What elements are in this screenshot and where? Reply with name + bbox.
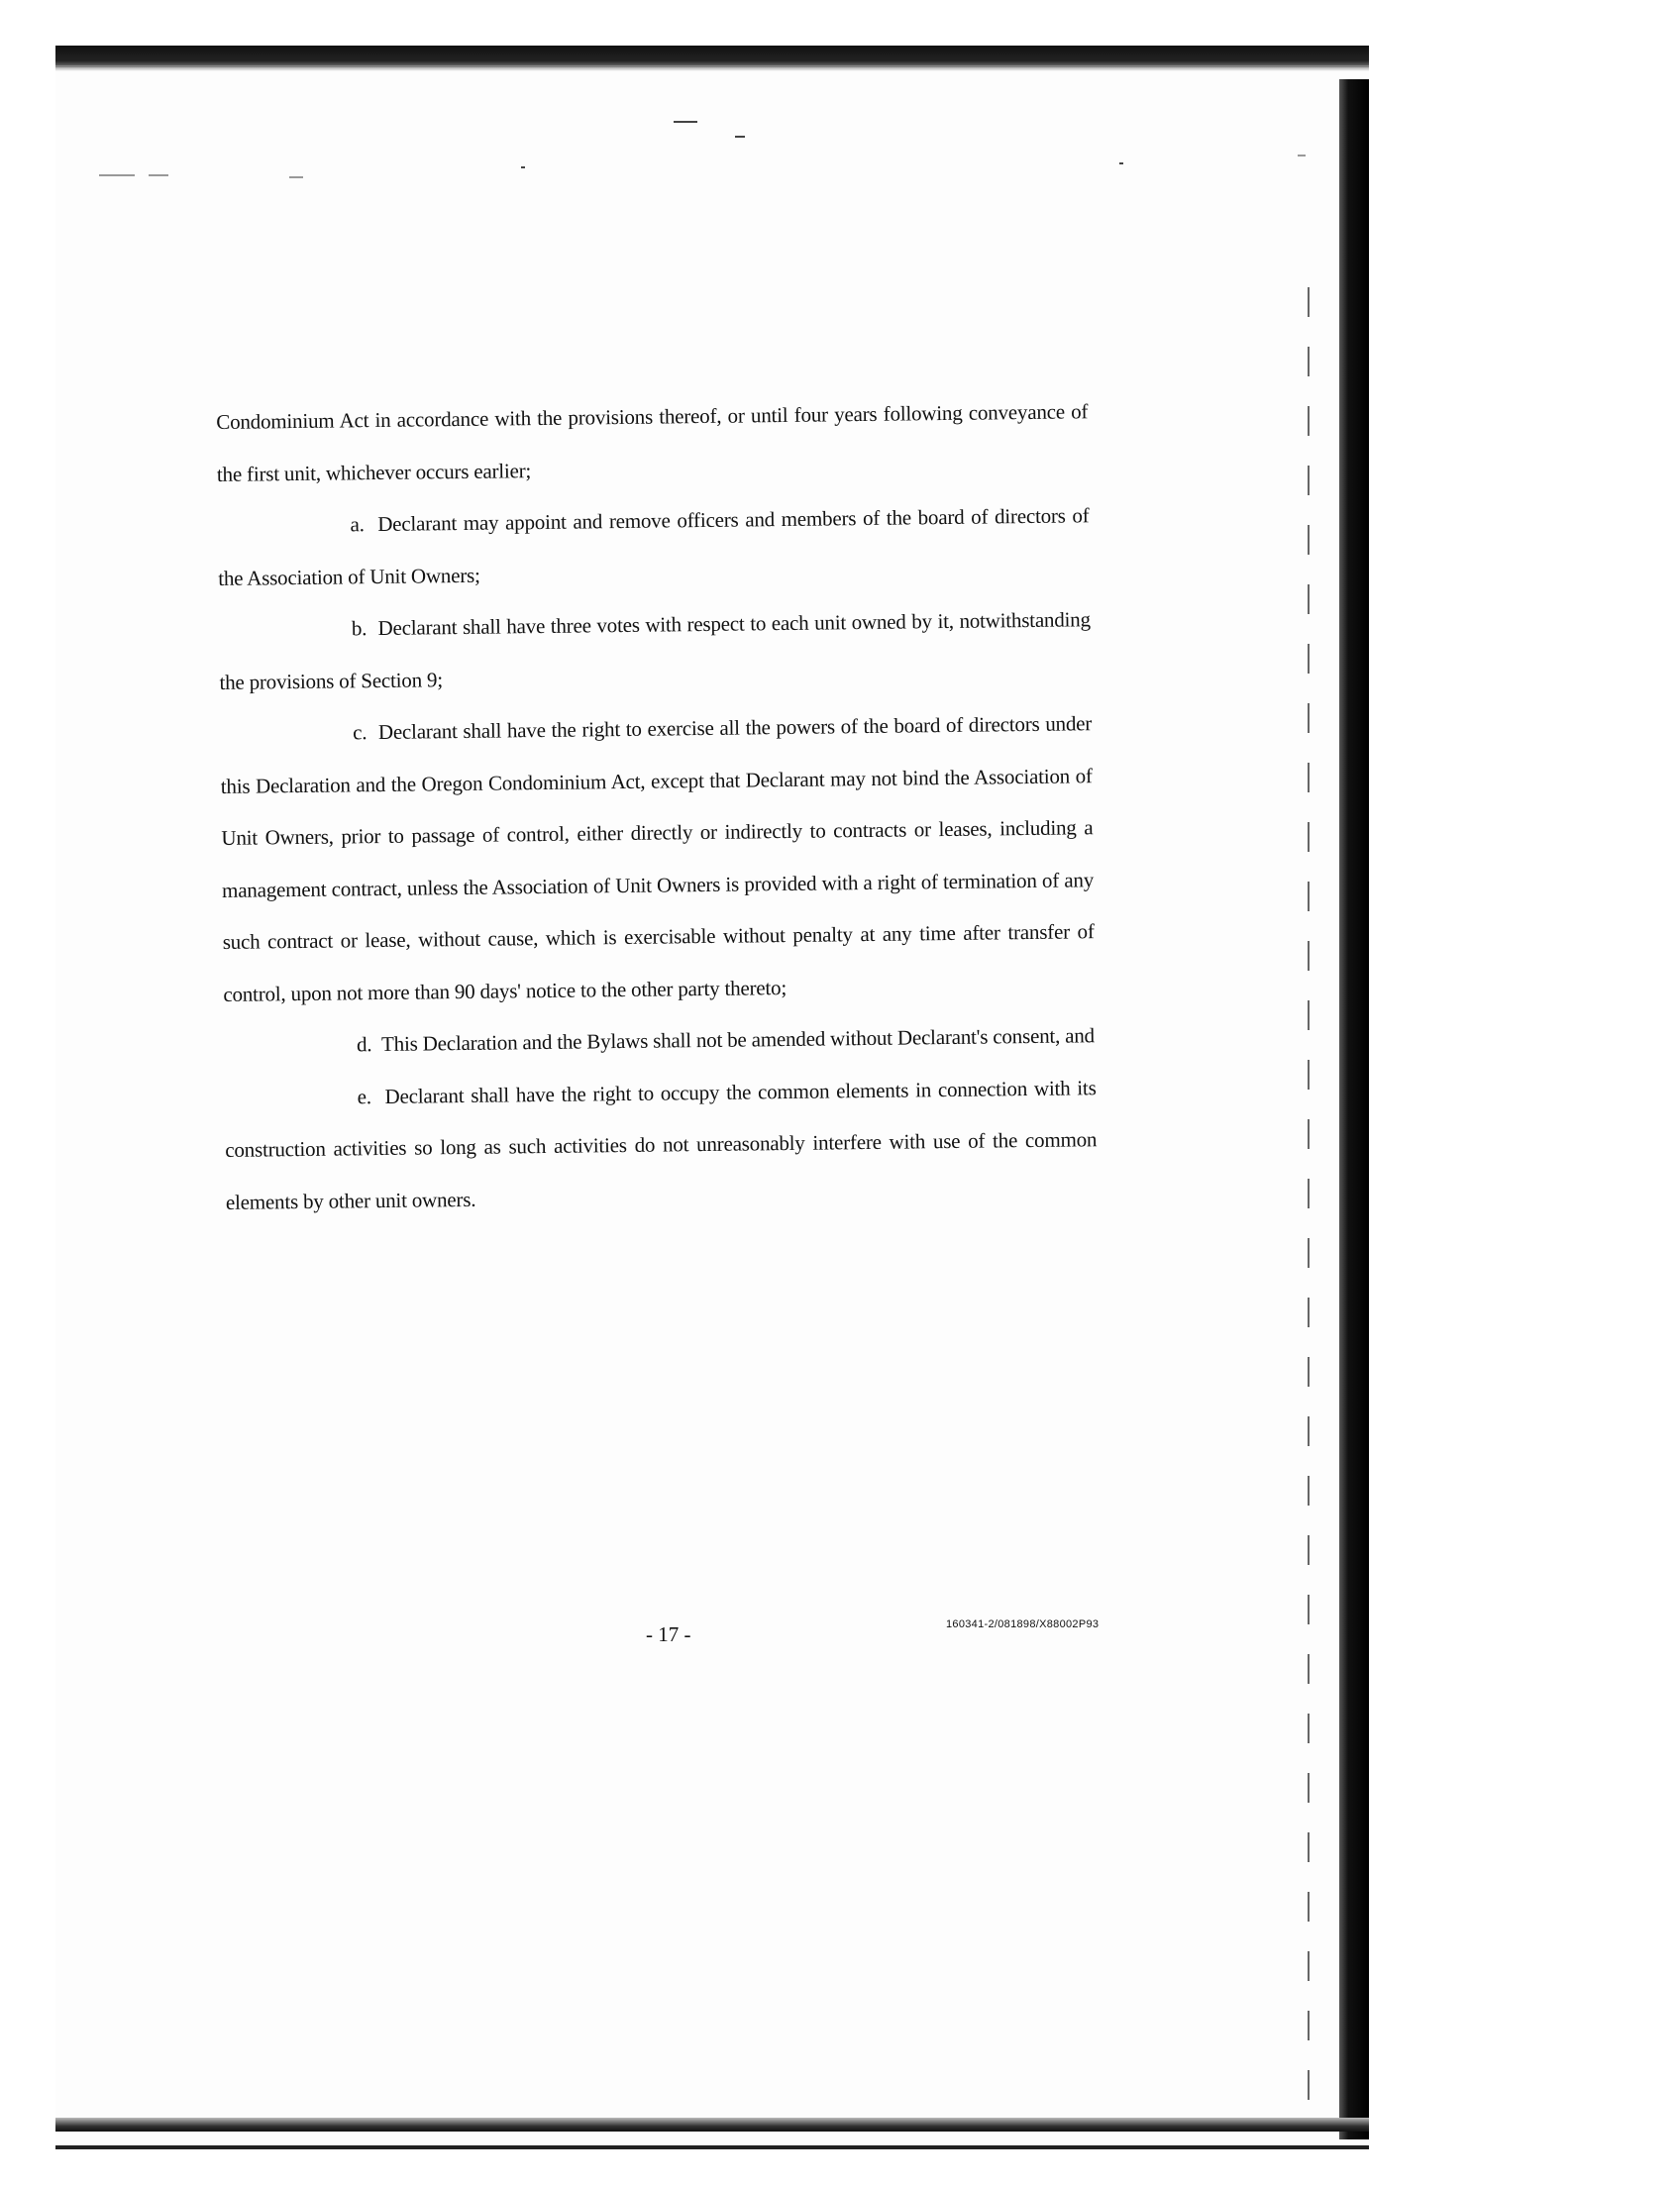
paragraph-intro [216,385,1089,500]
paragraph-text: Declarant shall have the right to occupy the common elements in connection with its construction activities so long as such activities do not unreasonably interfere with use of the common elements by other unit owners. [225,1075,1098,1214]
scan-edge-artifact [1308,287,1310,2120]
scan-bottom-line [55,2145,1369,2149]
scan-speck [521,166,525,168]
page-number: - 17 - [646,1622,691,1646]
scan-top-border [55,46,1369,67]
scan-speck [674,121,697,123]
scan-speck [149,174,168,176]
scan-bottom-border [55,2118,1369,2132]
scan-speck [1119,162,1123,164]
document-id: 160341-2/081898/X88002P93 [946,1618,1100,1630]
paragraph-text: Condominium Act in accordance with the provisions thereof, or until four years following conveyance of the first unit, whichever occurs earlier; [216,399,1089,486]
item-label: e. [357,1084,371,1108]
item-label: d. [356,1032,372,1057]
paragraph-a [217,489,1090,604]
paragraph-text: Declarant shall have the right to exercise all the powers of the board of directors under this Declaration and the Oregon Condominium Act, except that Declarant may not bind the Association of Unit Owners, prior to passage of control, either directly or indirectly to contracts or leases, including a management contract, unless the Association of Unit Owners is provided with a right of termination of any such contract or lease, without cause, which is exercisable without penalty at any time after transfer of control, upon not more than 90 days' notice to the other party thereto; [220,711,1095,1006]
scan-speck [735,136,745,138]
item-label: a. [350,512,365,537]
scan-speck [99,174,135,176]
item-label: b. [351,616,368,641]
paragraph-b [219,593,1092,708]
document-body [216,385,1098,1228]
paragraph-text: Declarant shall have three votes with respect to each unit owned by it, notwithstanding the provisions of Section 9; [219,607,1091,694]
paragraph-text: This Declaration and the Bylaws shall not be amended without Declarant's consent, and [380,1023,1096,1057]
scan-top-shadow [55,65,1369,71]
item-label: c. [353,720,368,745]
paragraph-text: Declarant may appoint and remove officers and members of the board of directors of the Association of Unit Owners; [218,503,1090,590]
scan-right-border [1339,79,1369,2139]
scan-speck [289,176,303,178]
scan-speck [1298,155,1306,156]
paragraph-e [224,1062,1098,1228]
paragraph-c [220,697,1096,1020]
